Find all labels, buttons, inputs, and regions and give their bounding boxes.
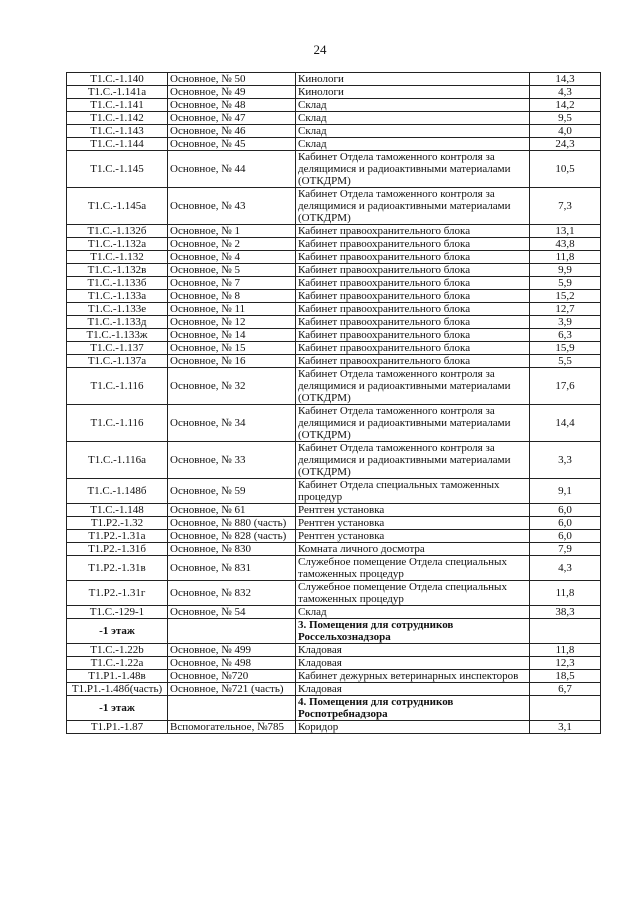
area-cell: 6,0 bbox=[530, 504, 601, 517]
location-cell: Основное, №720 bbox=[168, 670, 296, 683]
table-row bbox=[67, 721, 601, 734]
area-cell: 17,6 bbox=[530, 368, 601, 405]
area-cell: 43,8 bbox=[530, 238, 601, 251]
room-name-cell: Кладовая bbox=[296, 683, 530, 696]
location-cell: Основное, № 33 bbox=[168, 442, 296, 479]
area-cell: 7,3 bbox=[530, 188, 601, 225]
room-name-cell: Кабинет правоохранительного блока bbox=[296, 238, 530, 251]
room-name-cell: Кабинет правоохранительного блока bbox=[296, 316, 530, 329]
table-row bbox=[67, 277, 601, 290]
room-name-cell: Служебное помещение Отдела специальных таможенных процедур bbox=[296, 556, 530, 581]
room-name-cell: Рентген установка bbox=[296, 504, 530, 517]
area-cell: 3,9 bbox=[530, 316, 601, 329]
room-name-cell: Рентген установка bbox=[296, 517, 530, 530]
table-row bbox=[67, 86, 601, 99]
room-code-cell: Т1.С.-1.132а bbox=[67, 238, 168, 251]
location-cell: Вспомогательное, №785 bbox=[168, 721, 296, 734]
room-code-cell: Т1.С.-1.141а bbox=[67, 86, 168, 99]
room-code-cell: Т1.С.-1.145а bbox=[67, 188, 168, 225]
room-name-cell: Кабинет Отдела таможенного контроля за делящимися и радиоактивными материалами (ОТКДРМ) bbox=[296, 368, 530, 405]
table-row bbox=[67, 73, 601, 86]
area-cell: 6,0 bbox=[530, 530, 601, 543]
room-code-cell: Т1.С.-1.133а bbox=[67, 290, 168, 303]
room-code-cell: Т1.С.-1.133е bbox=[67, 303, 168, 316]
room-name-cell: Кабинет правоохранительного блока bbox=[296, 355, 530, 368]
location-cell: Основное, № 34 bbox=[168, 405, 296, 442]
area-cell: 38,3 bbox=[530, 606, 601, 619]
location-cell: Основное, № 48 bbox=[168, 99, 296, 112]
table-row bbox=[67, 329, 601, 342]
area-cell: 12,7 bbox=[530, 303, 601, 316]
table-row bbox=[67, 264, 601, 277]
room-name-cell: Кабинет правоохранительного блока bbox=[296, 329, 530, 342]
premises-table bbox=[66, 72, 601, 734]
area-cell: 6,3 bbox=[530, 329, 601, 342]
room-code-cell: Т1.С.-1.140 bbox=[67, 73, 168, 86]
location-cell: Основное, № 50 bbox=[168, 73, 296, 86]
location-cell: Основное, № 7 bbox=[168, 277, 296, 290]
room-code-cell: Т1.С.-1.137а bbox=[67, 355, 168, 368]
location-cell: Основное, № 43 bbox=[168, 188, 296, 225]
area-cell: 7,9 bbox=[530, 543, 601, 556]
room-code-cell: Т1.С.-1.148 bbox=[67, 504, 168, 517]
location-cell bbox=[168, 619, 296, 644]
table-row bbox=[67, 670, 601, 683]
area-cell: 24,3 bbox=[530, 138, 601, 151]
area-cell: 11,8 bbox=[530, 581, 601, 606]
location-cell: Основное, № 46 bbox=[168, 125, 296, 138]
room-code-cell: Т1.С.-1.142 bbox=[67, 112, 168, 125]
table-row bbox=[67, 530, 601, 543]
area-cell: 15,9 bbox=[530, 342, 601, 355]
room-name-cell: Кабинет правоохранительного блока bbox=[296, 290, 530, 303]
location-cell: Основное, № 59 bbox=[168, 479, 296, 504]
table-row bbox=[67, 188, 601, 225]
room-name-cell: Кабинет Отдела таможенного контроля за делящимися и радиоактивными материалами (ОТКДРМ) bbox=[296, 405, 530, 442]
area-cell: 18,5 bbox=[530, 670, 601, 683]
table-row bbox=[67, 125, 601, 138]
room-code-cell: Т1.С.-1.22b bbox=[67, 644, 168, 657]
location-cell: Основное, № 49 bbox=[168, 86, 296, 99]
room-name-cell: Кабинет Отдела таможенного контроля за делящимися и радиоактивными материалами (ОТКДРМ) bbox=[296, 188, 530, 225]
table-row bbox=[67, 112, 601, 125]
area-cell: 3,3 bbox=[530, 442, 601, 479]
room-code-cell: Т1.С.-1.116а bbox=[67, 442, 168, 479]
room-code-cell: Т1.С.-1.22а bbox=[67, 657, 168, 670]
table-row bbox=[67, 316, 601, 329]
room-name-cell: Коридор bbox=[296, 721, 530, 734]
table-row bbox=[67, 303, 601, 316]
area-cell bbox=[530, 696, 601, 721]
table-row bbox=[67, 368, 601, 405]
room-name-cell: Рентген установка bbox=[296, 530, 530, 543]
location-cell: Основное, № 47 bbox=[168, 112, 296, 125]
room-code-cell: Т1.Р2.-1.31а bbox=[67, 530, 168, 543]
room-name-cell: Кабинет Отдела таможенного контроля за делящимися и радиоактивными материалами (ОТКДРМ) bbox=[296, 151, 530, 188]
room-name-cell: Склад bbox=[296, 138, 530, 151]
room-name-cell: Кабинет правоохранительного блока bbox=[296, 225, 530, 238]
room-code-cell: Т1.Р1.-1.87 bbox=[67, 721, 168, 734]
section-header-row bbox=[67, 619, 601, 644]
area-cell: 9,9 bbox=[530, 264, 601, 277]
room-code-cell: Т1.Р2.-1.32 bbox=[67, 517, 168, 530]
location-cell: Основное, № 44 bbox=[168, 151, 296, 188]
room-code-cell: Т1.С.-1.133ж bbox=[67, 329, 168, 342]
location-cell: Основное, №721 (часть) bbox=[168, 683, 296, 696]
area-cell: 14,4 bbox=[530, 405, 601, 442]
location-cell: Основное, № 1 bbox=[168, 225, 296, 238]
area-cell: 15,2 bbox=[530, 290, 601, 303]
table-row bbox=[67, 504, 601, 517]
area-cell: 13,1 bbox=[530, 225, 601, 238]
room-name-cell: 4. Помещения для сотрудников Роспотребнадзора bbox=[296, 696, 530, 721]
table-row bbox=[67, 606, 601, 619]
room-name-cell: Служебное помещение Отдела специальных таможенных процедур bbox=[296, 581, 530, 606]
table-row bbox=[67, 251, 601, 264]
room-name-cell: Склад bbox=[296, 112, 530, 125]
location-cell: Основное, № 16 bbox=[168, 355, 296, 368]
room-name-cell: Кабинет правоохранительного блока bbox=[296, 251, 530, 264]
room-code-cell: Т1.Р1.-1.48б(часть) bbox=[67, 683, 168, 696]
section-header-row bbox=[67, 696, 601, 721]
room-name-cell: Кабинет правоохранительного блока bbox=[296, 264, 530, 277]
room-code-cell: Т1.С.-1.132в bbox=[67, 264, 168, 277]
room-code-cell: Т1.С.-1.132 bbox=[67, 251, 168, 264]
room-code-cell: Т1.С.-1.133б bbox=[67, 277, 168, 290]
table-row bbox=[67, 644, 601, 657]
area-cell: 5,9 bbox=[530, 277, 601, 290]
room-code-cell: -1 этаж bbox=[67, 619, 168, 644]
location-cell: Основное, № 880 (часть) bbox=[168, 517, 296, 530]
table-row bbox=[67, 657, 601, 670]
room-code-cell: Т1.С.-1.143 bbox=[67, 125, 168, 138]
room-code-cell: Т1.С.-1.137 bbox=[67, 342, 168, 355]
area-cell: 4,3 bbox=[530, 86, 601, 99]
room-name-cell: Склад bbox=[296, 125, 530, 138]
location-cell bbox=[168, 696, 296, 721]
table-row bbox=[67, 342, 601, 355]
room-code-cell: Т1.С.-1.116 bbox=[67, 405, 168, 442]
room-code-cell: Т1.С.-1.133д bbox=[67, 316, 168, 329]
location-cell: Основное, № 54 bbox=[168, 606, 296, 619]
room-name-cell: Кабинет правоохранительного блока bbox=[296, 303, 530, 316]
location-cell: Основное, № 832 bbox=[168, 581, 296, 606]
table-row bbox=[67, 290, 601, 303]
room-name-cell: Кладовая bbox=[296, 644, 530, 657]
room-name-cell: Кинологи bbox=[296, 73, 530, 86]
area-cell: 4,3 bbox=[530, 556, 601, 581]
room-code-cell: Т1.С.-1.116 bbox=[67, 368, 168, 405]
location-cell: Основное, № 2 bbox=[168, 238, 296, 251]
table-row bbox=[67, 581, 601, 606]
location-cell: Основное, № 830 bbox=[168, 543, 296, 556]
area-cell: 11,8 bbox=[530, 644, 601, 657]
area-cell: 10,5 bbox=[530, 151, 601, 188]
table-row bbox=[67, 517, 601, 530]
location-cell: Основное, № 32 bbox=[168, 368, 296, 405]
location-cell: Основное, № 61 bbox=[168, 504, 296, 517]
area-cell: 9,1 bbox=[530, 479, 601, 504]
location-cell: Основное, № 12 bbox=[168, 316, 296, 329]
area-cell: 9,5 bbox=[530, 112, 601, 125]
room-code-cell: Т1.С.-1.144 bbox=[67, 138, 168, 151]
area-cell bbox=[530, 619, 601, 644]
table-row bbox=[67, 225, 601, 238]
area-cell: 6,0 bbox=[530, 517, 601, 530]
room-name-cell: Кабинет правоохранительного блока bbox=[296, 342, 530, 355]
room-code-cell: Т1.С.-1.145 bbox=[67, 151, 168, 188]
location-cell: Основное, № 499 bbox=[168, 644, 296, 657]
room-name-cell: Комната личного досмотра bbox=[296, 543, 530, 556]
room-name-cell: Кабинет дежурных ветеринарных инспекторов bbox=[296, 670, 530, 683]
room-code-cell: Т1.Р1.-1.48в bbox=[67, 670, 168, 683]
table-row bbox=[67, 556, 601, 581]
area-cell: 11,8 bbox=[530, 251, 601, 264]
area-cell: 14,2 bbox=[530, 99, 601, 112]
location-cell: Основное, № 831 bbox=[168, 556, 296, 581]
room-code-cell: Т1.С.-129-1 bbox=[67, 606, 168, 619]
room-code-cell: Т1.С.-1.132б bbox=[67, 225, 168, 238]
location-cell: Основное, № 45 bbox=[168, 138, 296, 151]
area-cell: 14,3 bbox=[530, 73, 601, 86]
table-row bbox=[67, 151, 601, 188]
location-cell: Основное, № 11 bbox=[168, 303, 296, 316]
room-code-cell: Т1.С.-1.141 bbox=[67, 99, 168, 112]
room-name-cell: Склад bbox=[296, 606, 530, 619]
area-cell: 5,5 bbox=[530, 355, 601, 368]
table-row bbox=[67, 99, 601, 112]
location-cell: Основное, № 4 bbox=[168, 251, 296, 264]
table-row bbox=[67, 405, 601, 442]
location-cell: Основное, № 15 bbox=[168, 342, 296, 355]
table-row bbox=[67, 683, 601, 696]
room-code-cell: Т1.Р2.-1.31в bbox=[67, 556, 168, 581]
page-number: 24 bbox=[313, 42, 327, 57]
room-name-cell: Кабинет Отдела таможенного контроля за делящимися и радиоактивными материалами (ОТКДРМ) bbox=[296, 442, 530, 479]
room-name-cell: Кинологи bbox=[296, 86, 530, 99]
room-name-cell: Склад bbox=[296, 99, 530, 112]
table-row bbox=[67, 442, 601, 479]
table-row bbox=[67, 238, 601, 251]
location-cell: Основное, № 14 bbox=[168, 329, 296, 342]
area-cell: 12,3 bbox=[530, 657, 601, 670]
room-name-cell: Кабинет правоохранительного блока bbox=[296, 277, 530, 290]
area-cell: 4,0 bbox=[530, 125, 601, 138]
table-row bbox=[67, 355, 601, 368]
location-cell: Основное, № 8 bbox=[168, 290, 296, 303]
room-code-cell: -1 этаж bbox=[67, 696, 168, 721]
location-cell: Основное, № 828 (часть) bbox=[168, 530, 296, 543]
room-code-cell: Т1.Р2.-1.31б bbox=[67, 543, 168, 556]
room-code-cell: Т1.Р2.-1.31г bbox=[67, 581, 168, 606]
room-name-cell: Кабинет Отдела специальных таможенных процедур bbox=[296, 479, 530, 504]
table-row bbox=[67, 138, 601, 151]
room-name-cell: Кладовая bbox=[296, 657, 530, 670]
area-cell: 3,1 bbox=[530, 721, 601, 734]
location-cell: Основное, № 5 bbox=[168, 264, 296, 277]
table-row bbox=[67, 543, 601, 556]
room-name-cell: 3. Помещения для сотрудников Россельхознадзора bbox=[296, 619, 530, 644]
location-cell: Основное, № 498 bbox=[168, 657, 296, 670]
table-row bbox=[67, 479, 601, 504]
area-cell: 6,7 bbox=[530, 683, 601, 696]
room-code-cell: Т1.С.-1.148б bbox=[67, 479, 168, 504]
